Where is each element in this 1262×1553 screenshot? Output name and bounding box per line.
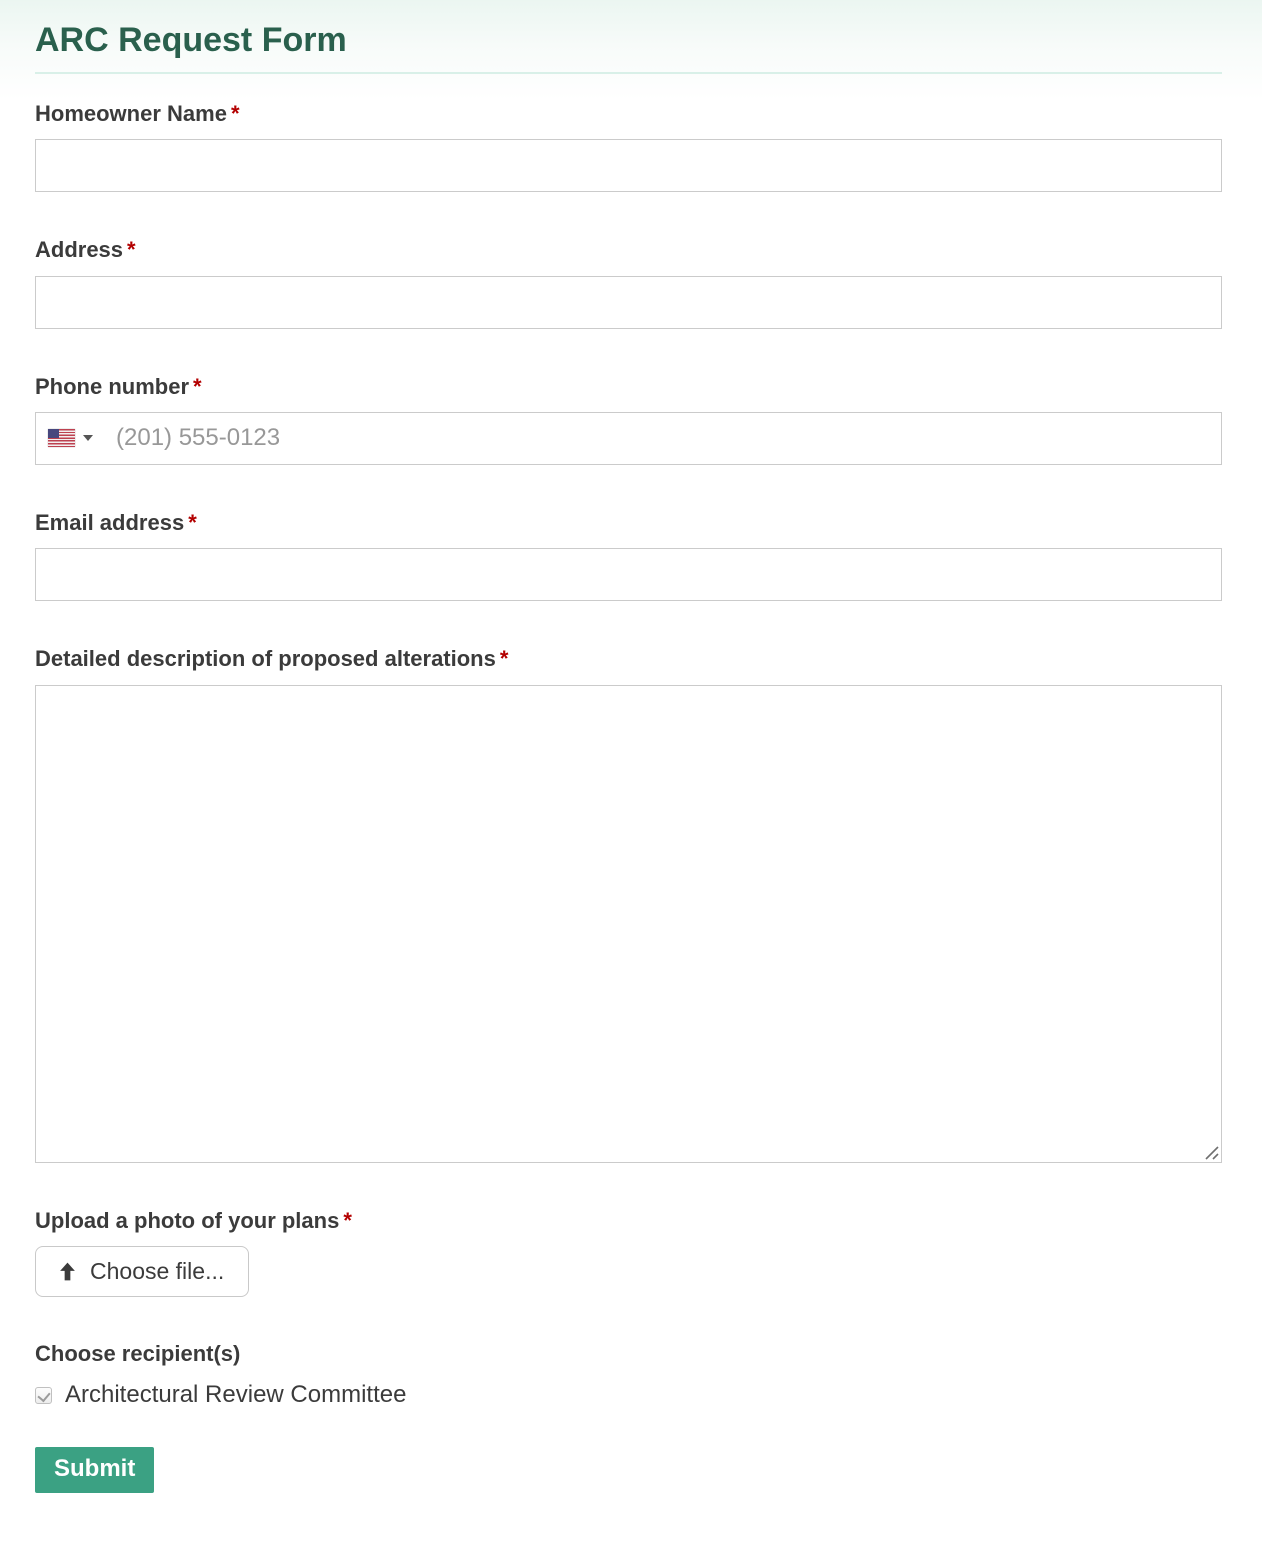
country-selector-dropdown[interactable] — [48, 412, 93, 465]
email-input[interactable] — [35, 548, 1222, 601]
choose-file-button-label: Choose file... — [90, 1257, 225, 1284]
field-upload-photo — [35, 1208, 1222, 1297]
phone-input[interactable] — [35, 412, 1222, 465]
upload-photo-label-text: Upload a photo of your plans — [35, 1207, 340, 1233]
flag-canton — [48, 429, 59, 437]
required-asterisk: * — [188, 509, 197, 535]
upload-arrow-icon — [58, 1262, 77, 1281]
us-flag-icon — [48, 429, 75, 447]
required-asterisk: * — [230, 101, 240, 127]
email-address-label-text: Email address — [35, 509, 185, 535]
phone-input-wrapper — [35, 412, 1222, 465]
field-phone-number — [35, 374, 1222, 465]
required-asterisk: * — [193, 373, 202, 399]
field-email-address — [35, 510, 1222, 601]
homeowner-name-label — [35, 101, 1222, 126]
required-asterisk: * — [499, 646, 509, 672]
description-label — [35, 646, 1222, 671]
title-divider — [35, 72, 1222, 74]
page-title: ARC Request Form — [35, 21, 347, 59]
homeowner-name-input[interactable] — [35, 139, 1222, 192]
description-textarea[interactable] — [35, 685, 1222, 1163]
address-label-text: Address — [35, 237, 124, 263]
field-recipients — [35, 1341, 1222, 1410]
field-description — [35, 646, 1222, 1162]
recipient-option-label: Architectural Review Committee — [65, 1381, 407, 1409]
choose-file-button[interactable] — [35, 1246, 249, 1297]
required-asterisk: * — [127, 237, 136, 263]
submit-button[interactable]: Submit — [35, 1447, 154, 1493]
recipients-label: Choose recipient(s) — [35, 1340, 241, 1366]
field-address — [35, 237, 1222, 328]
homeowner-name-label-text: Homeowner Name — [35, 101, 227, 127]
required-asterisk: * — [343, 1207, 352, 1233]
address-input[interactable] — [35, 276, 1222, 329]
recipient-option-row[interactable] — [35, 1381, 1222, 1410]
description-textarea-wrapper — [35, 685, 1222, 1163]
upload-photo-label — [35, 1208, 1222, 1233]
phone-number-label-text: Phone number — [35, 373, 190, 399]
field-homeowner-name — [35, 101, 1222, 192]
recipient-checkbox[interactable] — [35, 1387, 52, 1404]
address-label — [35, 237, 1222, 262]
phone-number-label — [35, 374, 1222, 399]
description-label-text: Detailed description of proposed alterations — [35, 646, 496, 672]
chevron-down-icon — [83, 435, 93, 441]
email-address-label — [35, 510, 1222, 535]
